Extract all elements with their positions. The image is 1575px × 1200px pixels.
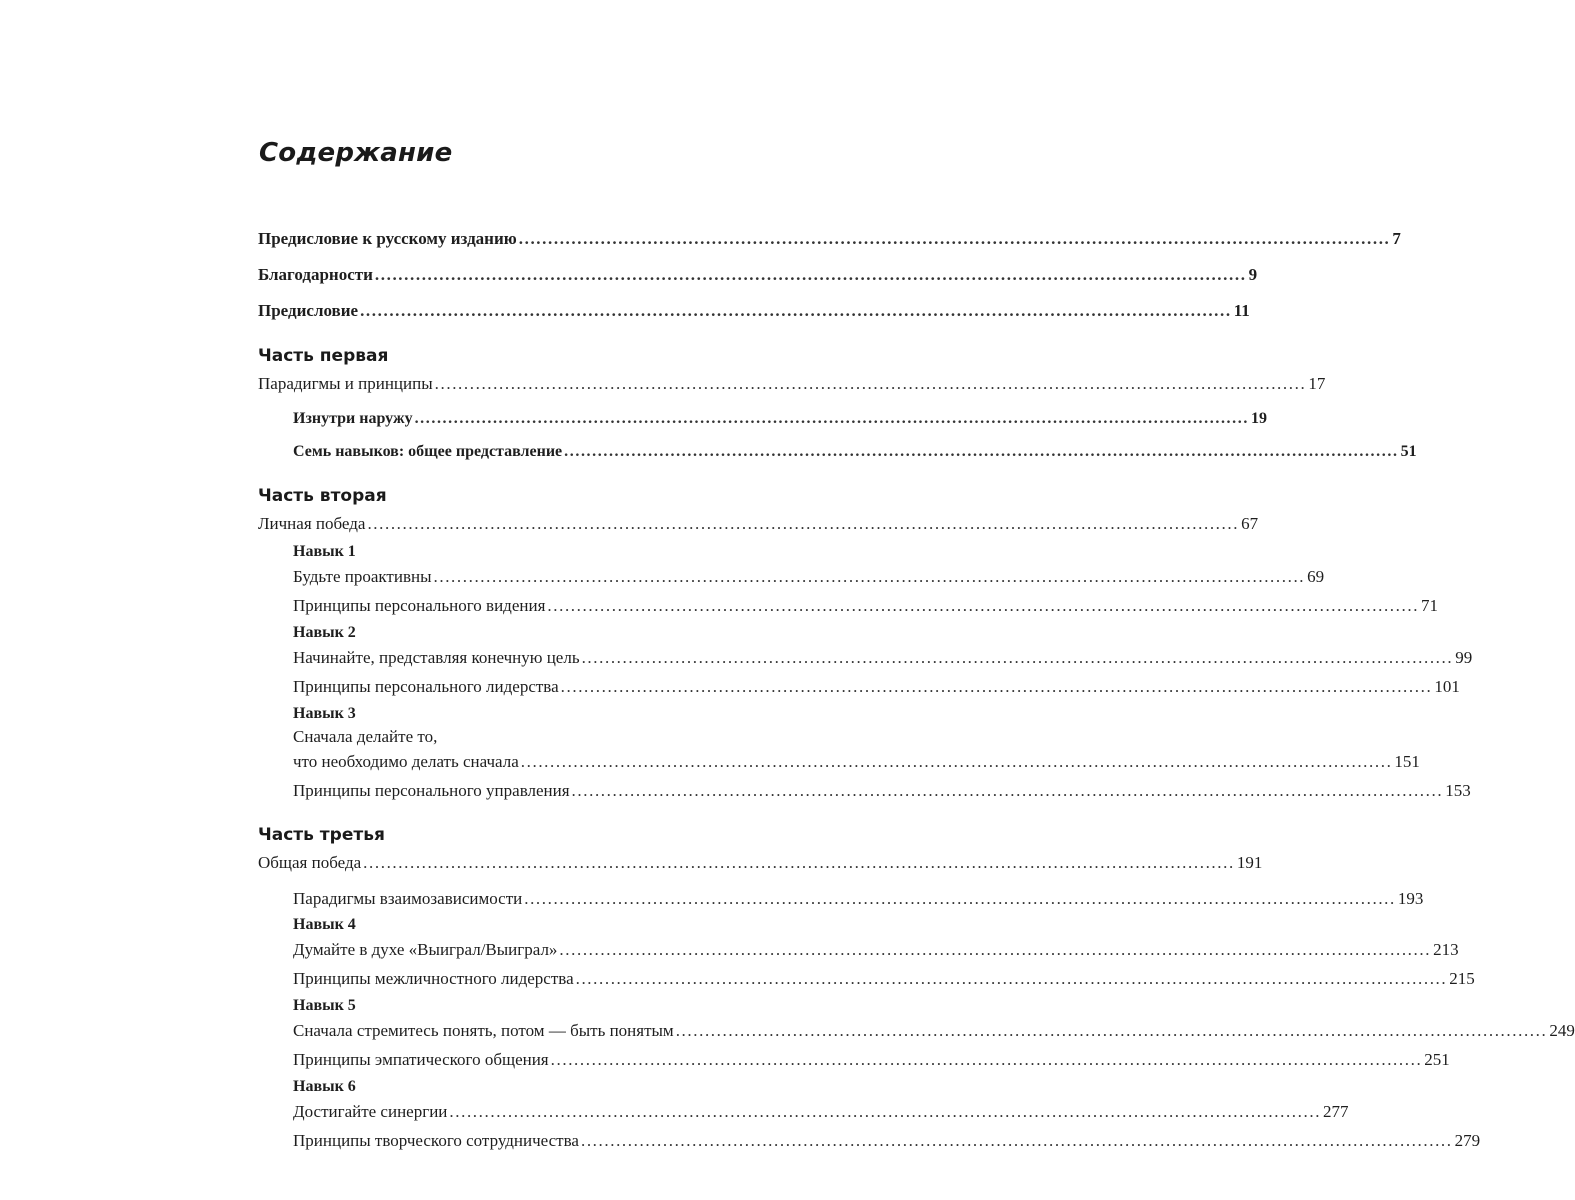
toc-entry-label: Общая победа — [258, 853, 362, 872]
toc-page-number: 71 — [1421, 596, 1439, 615]
toc-page-number: 99 — [1455, 648, 1473, 667]
toc-entry-label: Семь навыков: общее представление — [293, 443, 563, 460]
toc-entry-first-things-first-line1: Сначала делайте то, — [293, 727, 438, 746]
toc-page-number: 215 — [1449, 969, 1475, 988]
dot-leader: ..................................................................................................................................................... — [367, 514, 1240, 533]
toc-page-number: 9 — [1248, 265, 1258, 284]
toc-entry-label: Думайте в духе «Выиграл/Выиграл» — [293, 940, 558, 959]
dot-leader: ..................................................................................................................................................... — [449, 1102, 1322, 1121]
dot-leader: ..................................................................................................................................................... — [571, 781, 1444, 800]
habit-heading-4: Навык 4 — [293, 916, 356, 933]
toc-section-public-victory[interactable] — [258, 850, 1263, 876]
toc-entry-begin-with-end[interactable] — [293, 645, 1473, 671]
toc-entry-label: Изнутри наружу — [293, 410, 413, 427]
dot-leader: ..................................................................................................................................................... — [547, 596, 1420, 615]
dot-leader: ..................................................................................................................................................... — [434, 374, 1307, 393]
toc-title: Содержание — [259, 138, 453, 168]
toc-entry-foreword-russian[interactable] — [258, 226, 1401, 252]
toc-entry-label: Сначала стремитесь понять, потом — быть понятым — [293, 1021, 674, 1040]
dot-leader: ..................................................................................................................................................... — [520, 752, 1393, 771]
dot-leader: ..................................................................................................................................................... — [575, 969, 1448, 988]
toc-entry-interdependence[interactable] — [293, 886, 1424, 912]
toc-page-number: 193 — [1397, 889, 1424, 908]
toc-entry-label: что необходимо делать сначала — [293, 752, 519, 771]
dot-leader: ..................................................................................................................................................... — [518, 229, 1391, 248]
toc-page-number: 251 — [1424, 1050, 1450, 1069]
dot-leader: ..................................................................................................................................................... — [580, 1131, 1453, 1150]
dot-leader: ..................................................................................................................................................... — [559, 940, 1432, 959]
habit-heading-6: Навык 6 — [293, 1078, 356, 1095]
toc-entry-label: Парадигмы и принципы — [258, 374, 433, 393]
toc-entry-be-proactive[interactable] — [293, 564, 1325, 590]
toc-entry-personal-leadership[interactable] — [293, 674, 1460, 700]
toc-page-number: 279 — [1454, 1131, 1481, 1150]
toc-page-number: 11 — [1233, 301, 1250, 320]
habit-heading-2: Навык 2 — [293, 624, 356, 641]
dot-leader: ..................................................................................................................................................... — [414, 410, 1249, 427]
dot-leader: ..................................................................................................................................................... — [581, 648, 1454, 667]
dot-leader: ..................................................................................................................................................... — [550, 1050, 1423, 1069]
dot-leader: ..................................................................................................................................................... — [675, 1021, 1548, 1040]
toc-entry-inside-out[interactable] — [293, 406, 1267, 432]
toc-page-number: 19 — [1250, 410, 1267, 427]
habit-heading-3: Навык 3 — [293, 705, 356, 722]
toc-page-number: 101 — [1434, 677, 1460, 696]
toc-page-number: 213 — [1433, 940, 1459, 959]
dot-leader: ..................................................................................................................................................... — [433, 567, 1306, 586]
toc-entry-label: Принципы персонального управления — [293, 781, 570, 800]
toc-entry-label: Принципы межличностного лидерства — [293, 969, 574, 988]
toc-entry-acknowledgements[interactable] — [258, 262, 1258, 288]
dot-leader: ..................................................................................................................................................... — [374, 265, 1247, 284]
toc-entry-seven-habits-overview[interactable] — [293, 439, 1417, 465]
toc-entry-label: Предисловие к русскому изданию — [258, 229, 517, 248]
dot-leader: ..................................................................................................................................................... — [363, 853, 1235, 872]
toc-page-number: 153 — [1445, 781, 1471, 800]
dot-leader: ..................................................................................................................................................... — [360, 301, 1232, 320]
toc-page-number: 7 — [1392, 229, 1401, 248]
toc-page-number: 17 — [1308, 374, 1326, 393]
toc-page-number: 191 — [1236, 853, 1263, 872]
toc-section-paradigms[interactable] — [258, 371, 1326, 397]
dot-leader: ..................................................................................................................................................... — [524, 889, 1396, 908]
habit-heading-1: Навык 1 — [293, 543, 356, 560]
dot-leader: ..................................................................................................................................................... — [564, 443, 1399, 460]
habit-heading-5: Навык 5 — [293, 997, 356, 1014]
toc-entry-label: Достигайте синергии — [293, 1102, 448, 1121]
toc-entry-empathic-communication[interactable] — [293, 1047, 1450, 1073]
toc-entry-personal-management[interactable] — [293, 778, 1471, 804]
toc-entry-label: Личная победа — [258, 514, 366, 533]
toc-page-number: 67 — [1241, 514, 1259, 533]
toc-entry-creative-cooperation[interactable] — [293, 1128, 1481, 1154]
toc-entry-interpersonal-leadership[interactable] — [293, 966, 1475, 992]
toc-page-number: 69 — [1307, 567, 1325, 586]
toc-entry-label: Предисловие — [258, 301, 359, 320]
part-heading-1: Часть первая — [258, 346, 389, 366]
part-heading-2: Часть вторая — [258, 486, 387, 506]
toc-page-number: 277 — [1323, 1102, 1349, 1121]
toc-entry-label: Принципы эмпатического общения — [293, 1050, 549, 1069]
toc-page-number: 51 — [1400, 443, 1417, 460]
toc-entry-first-things-first[interactable] — [293, 749, 1420, 775]
toc-page-number: 249 — [1549, 1021, 1575, 1040]
toc-entry-label: Благодарности — [258, 265, 373, 284]
dot-leader: ..................................................................................................................................................... — [560, 677, 1433, 696]
toc-entry-seek-first-to-understand[interactable] — [293, 1018, 1575, 1044]
toc-entry-label: Начинайте, представляя конечную цель — [293, 648, 580, 667]
toc-entry-personal-vision[interactable] — [293, 593, 1439, 619]
toc-entry-label: Будьте проактивны — [293, 567, 432, 586]
toc-entry-synergize[interactable] — [293, 1099, 1349, 1125]
toc-section-private-victory[interactable] — [258, 511, 1259, 537]
toc-entry-think-win-win[interactable] — [293, 937, 1459, 963]
toc-entry-label: Принципы персонального лидерства — [293, 677, 559, 696]
toc-entry-label: Принципы творческого сотрудничества — [293, 1131, 579, 1150]
part-heading-3: Часть третья — [258, 825, 385, 845]
toc-page-number: 151 — [1394, 752, 1420, 771]
toc-entry-foreword[interactable] — [258, 298, 1250, 324]
toc-entry-label: Принципы персонального видения — [293, 596, 546, 615]
toc-entry-label: Парадигмы взаимозависимости — [293, 889, 523, 908]
